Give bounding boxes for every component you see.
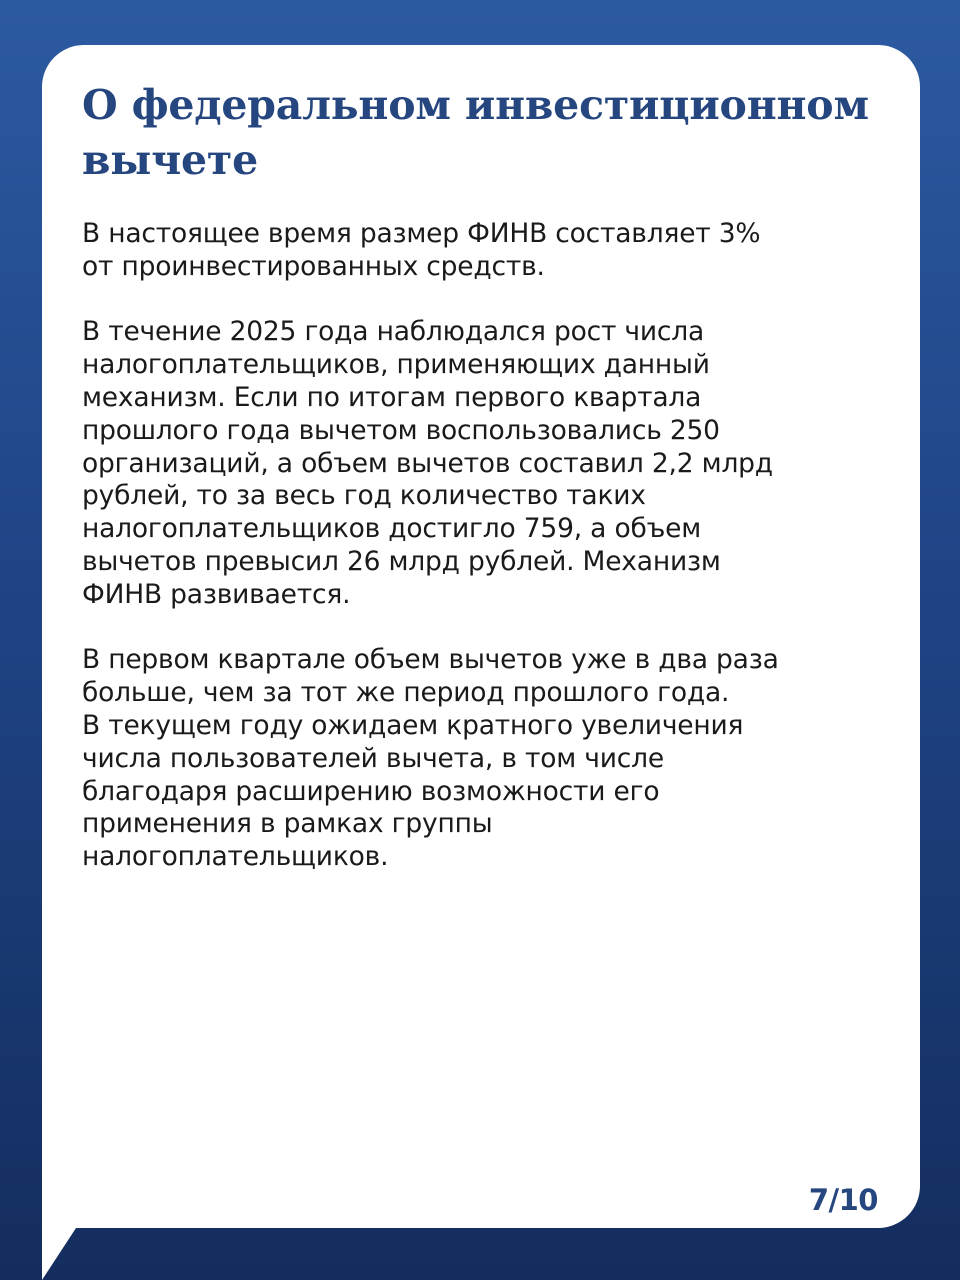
text-line: налогоплательщиков.	[82, 841, 389, 873]
text-line: механизм. Если по итогам первого квартала	[82, 381, 702, 413]
text-line: организаций, а объем вычетов составил 2,2 млрд	[82, 447, 773, 479]
text-line: от проинвестированных средств.	[82, 250, 545, 282]
text-line: применения в рамках группы	[82, 808, 493, 840]
text-line: В текущем году ожидаем кратного увеличения	[82, 709, 744, 741]
page-counter: 7/10	[808, 1183, 878, 1217]
text-line: благодаря расширению возможности его	[82, 775, 660, 807]
paragraph-1	[82, 218, 902, 284]
text-line: налогоплательщиков достигло 759, а объем	[82, 513, 702, 545]
text-line: В настоящее время размер ФИНВ составляет 3%	[82, 218, 761, 249]
card-speech-tail	[42, 1180, 76, 1280]
paragraph-2	[82, 316, 902, 611]
text-line: ФИНВ развивается.	[82, 578, 351, 610]
paragraph-3	[82, 644, 902, 874]
text-line: числа пользователей вычета, в том числе	[82, 742, 664, 774]
text-line: прошлого года вычетом воспользовались 250	[82, 414, 720, 446]
text-line: налогоплательщиков, применяющих данный	[82, 349, 710, 381]
page-title: О федеральном инвестиционном вычете	[82, 81, 869, 184]
text-line: вычетов превысил 26 млрд рублей. Механизм	[82, 545, 721, 577]
article-body	[82, 218, 902, 907]
text-line: В течение 2025 года наблюдался рост числа	[82, 316, 705, 348]
text-line: больше, чем за тот же период прошлого года.	[82, 677, 730, 709]
text-line: В первом квартале объем вычетов уже в два раза	[82, 644, 779, 676]
text-line: рублей, то за весь год количество таких	[82, 480, 646, 512]
